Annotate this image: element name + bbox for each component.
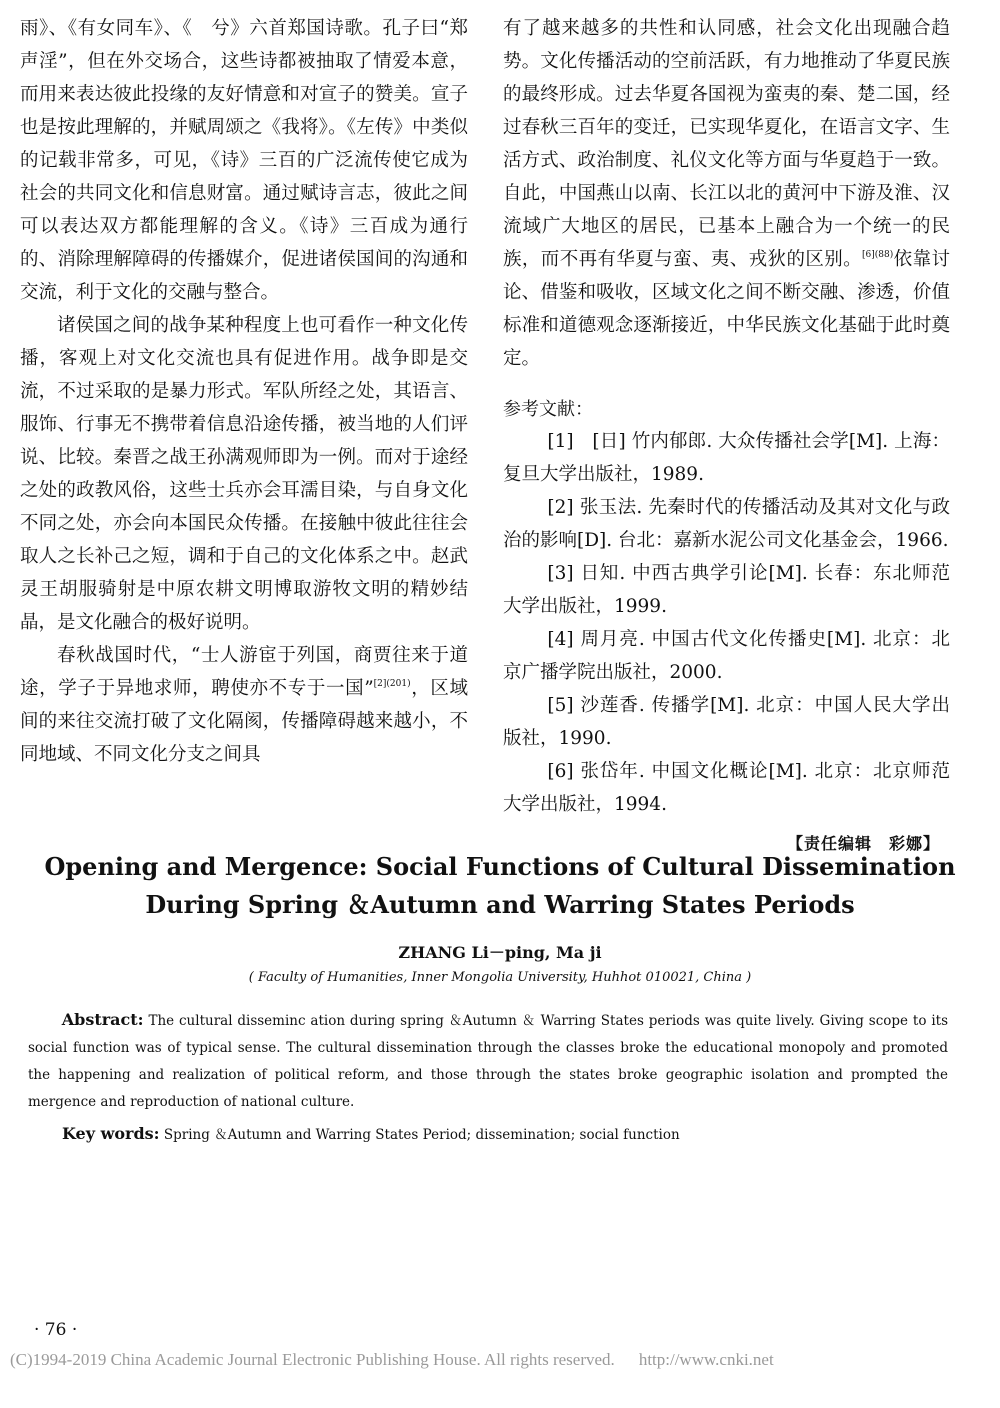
reference-item: [4] 周月亮. 中国古代文化传播史[M]. 北京：北京广播学院出版社，2000. — [503, 629, 950, 683]
footer-url[interactable]: http://www.cnki.net — [638, 1350, 774, 1369]
citation-marker: [2](201) — [373, 679, 411, 689]
reference-item: [1] [日] 竹内郁郎. 大众传播社会学[M]. 上海：复旦大学出版社，1989. — [503, 431, 950, 485]
body-paragraph: 雨》、《有女同车》、《 兮》六首郑国诗歌。孔子曰“郑声淫”，但在外交场合，这些诗都被抽取了情爱本意，而用来表达彼此投缘的友好情意和对宣子的赞美。宣子也是按此理解的，并赋周颂之《我将》。《左传》中类似的记载非常多，可见，《诗》三百的广泛流传使它成为社会的共同文化和信息财富。通过赋诗言志，彼此之间可以表达双方都能理解的含义。《诗》三百成为通行的、消除理解障碍的传播媒介，促进诸侯国间的沟通和交流，利于文化的交融与整合。 — [20, 18, 468, 303]
body-text: 有了越来越多的共性和认同感，社会文化出现融合趋势。文化传播活动的空前活跃，有力地推动了华夏民族的最终形成。过去华夏各国视为蛮夷的秦、楚二国，经过春秋三百年的变迁，已实现华夏化，在语言文字、生活方式、政治制度、礼仪文化等方面与华夏趋于一致。自此，中国燕山以南、长江以北的黄河中下游及淮、汉流域广大地区的居民，已基本上融合为一个统一的民族，而不再有华夏与蛮、夷、戎狄的区别。 — [503, 18, 950, 270]
english-abstract — [28, 1006, 948, 1116]
abstract-label: Abstract: — [61, 1010, 144, 1029]
english-title-line: Opening and Mergence: Social Functions of Cultural Dissemination — [44, 852, 956, 881]
body-paragraph — [20, 639, 468, 771]
copyright-footer — [0, 1350, 1000, 1370]
left-column — [20, 12, 468, 771]
reference-item: [5] 沙莲香. 传播学[M]. 北京：中国人民大学出版社，1990. — [503, 695, 950, 749]
responsible-editor: 【责任编辑 彩娜】 — [786, 834, 940, 853]
keywords-label: Key words: — [62, 1124, 160, 1143]
english-keywords — [62, 1122, 948, 1147]
references-heading: 参考文献： — [503, 399, 593, 420]
body-text: 春秋战国时代，“士人游宦于列国，商贾往来于道途，学子于异地求师，聘使亦不专于一国” — [20, 645, 468, 699]
english-title — [0, 848, 1000, 924]
body-paragraph — [503, 12, 950, 375]
body-text: 依靠讨论、借鉴和吸收，区域文化之间不断交融、渗透，价值标准和道德观念逐渐接近，中华民族文化基础于此时奠定。 — [503, 249, 950, 369]
citation-marker: [6](88) — [862, 250, 894, 260]
abstract-text: The cultural disseminc ation during spring ＆Autumn ＆ Warring States periods was quite lively. Giving scope to its social function was of typical sense. The cultural dissemination through the classes broke the educational monopoly and promoted the happening and realization of political reform, and those through the states broke geographic isolation and prompted the mergence and reproduction of national culture. — [28, 1013, 948, 1110]
page-number: · 76 · — [34, 1320, 78, 1340]
keywords-text: Spring ＆Autumn and Warring States Period; dissemination; social function — [159, 1127, 680, 1143]
body-text: ，区域间的来往交流打破了文化隔阂，传播障碍越来越小，不同地域、不同文化分支之间具 — [20, 678, 468, 765]
english-title-line: During Spring ＆Autumn and Warring States Periods — [145, 890, 855, 919]
authors: ZHANG Li－ping, Ma ji — [398, 943, 602, 962]
reference-item: [2] 张玉法. 先秦时代的传播活动及其对文化与政治的影响[D]. 台北：嘉新水泥公司文化基金会，1966. — [503, 497, 950, 551]
copyright-text: (C)1994-2019 China Academic Journal Electronic Publishing House. All rights reserved. — [10, 1350, 615, 1369]
affiliation: ( Faculty of Humanities, Inner Mongolia University, Huhhot 010021, China ) — [248, 970, 752, 985]
reference-item: [3] 日知. 中西古典学引论[M]. 长春：东北师范大学出版社，1999. — [503, 563, 950, 617]
reference-item: [6] 张岱年. 中国文化概论[M]. 北京：北京师范大学出版社，1994. — [503, 761, 950, 815]
right-column — [503, 12, 950, 854]
body-paragraph: 诸侯国之间的战争某种程度上也可看作一种文化传播，客观上对文化交流也具有促进作用。战争即是交流，不过采取的是暴力形式。军队所经之处，其语言、服饰、行事无不携带着信息沿途传播，被当地的人们评说、比较。秦晋之战王孙满观师即为一例。而对于途经之处的政教风俗，这些士兵亦会耳濡目染，与自身文化不同之处，亦会向本国民众传播。在接触中彼此往往会取人之长补己之短，调和于自己的文化体系之中。赵武灵王胡服骑射是中原农耕文明博取游牧文明的精妙结晶，是文化融合的极好说明。 — [20, 315, 468, 633]
